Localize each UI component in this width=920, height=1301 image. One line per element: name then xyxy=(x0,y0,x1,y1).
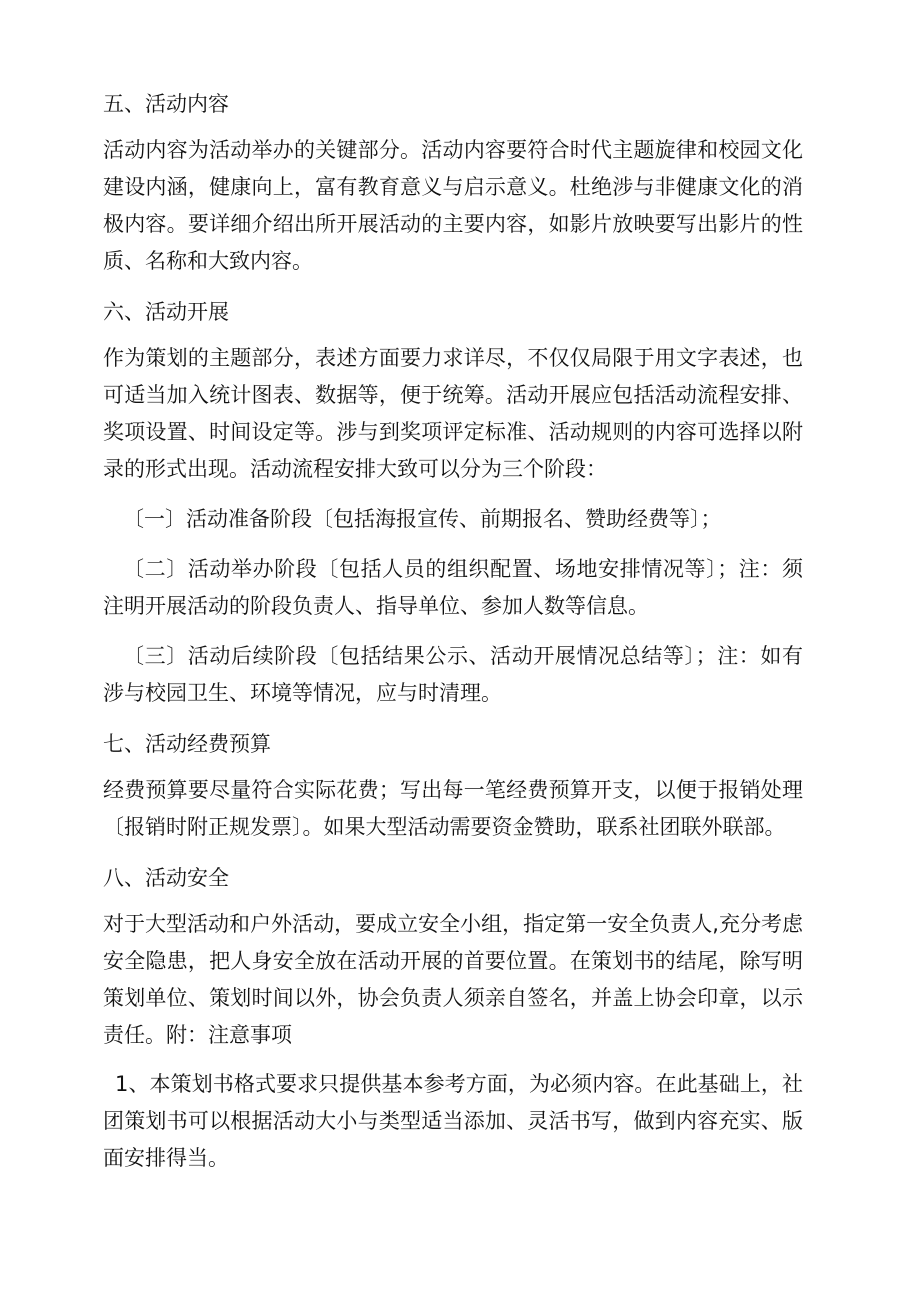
section-heading-6: 六、活动开展 xyxy=(103,300,229,324)
stage-item-3: 〔三〕活动后续阶段〔包括结果公示、活动开展情况总结等〕；注：如有涉与校园卫生、环境等情况，应与时清理。 xyxy=(103,644,803,705)
section-paragraph: 活动内容为活动举办的关键部分。活动内容要符合时代主题旋律和校园文化建设内涵，健康向上，富有教育意义与启示意义。杜绝涉与非健康文化的消极内容。要详细介绍出所开展活动的主要内容，如影片放映要写出影片的性质、名称和大致内容。 xyxy=(103,138,803,273)
section-paragraph: 作为策划的主题部分，表述方面要力求详尽，不仅仅局限于用文字表述，也可适当加入统计图表、数据等，便于统筹。活动开展应包括活动流程安排、奖项设置、时间设定等。涉与到奖项评定标准、活动规则的内容可选择以附录的形式出现。活动流程安排大致可以分为三个阶段： xyxy=(103,346,803,481)
document-page xyxy=(103,88,803,1177)
section-paragraph: 经费预算要尽量符合实际花费；写出每一笔经费预算开支，以便于报销处理〔报销时附正规发票〕。如果大型活动需要资金赞助，联系社团联外联部。 xyxy=(103,778,803,839)
section-heading-5: 五、活动内容 xyxy=(103,92,229,116)
section-heading-8: 八、活动安全 xyxy=(103,866,229,890)
section-paragraph: 对于大型活动和户外活动，要成立安全小组，指定第一安全负责人,充分考虑安全隐患，把人身安全放在活动开展的首要位置。在策划书的结尾，除写明策划单位、策划时间以外，协会负责人须亲自签名，并盖上协会印章，以示责任。附：注意事项 xyxy=(103,912,803,1047)
stage-item-1: 〔一〕活动准备阶段〔包括海报宣传、前期报名、赞助经费等〕； xyxy=(123,507,722,531)
note-item-1: 1、本策划书格式要求只提供基本参考方面，为必须内容。在此基础上，社团策划书可以根据活动大小与类型适当添加、灵活书写，做到内容充实、版面安排得当。 xyxy=(103,1072,803,1170)
stage-item-2: 〔二〕活动举办阶段〔包括人员的组织配置、场地安排情况等〕；注：须注明开展活动的阶段负责人、指导单位、参加人数等信息。 xyxy=(103,557,803,618)
section-heading-7: 七、活动经费预算 xyxy=(103,732,271,756)
